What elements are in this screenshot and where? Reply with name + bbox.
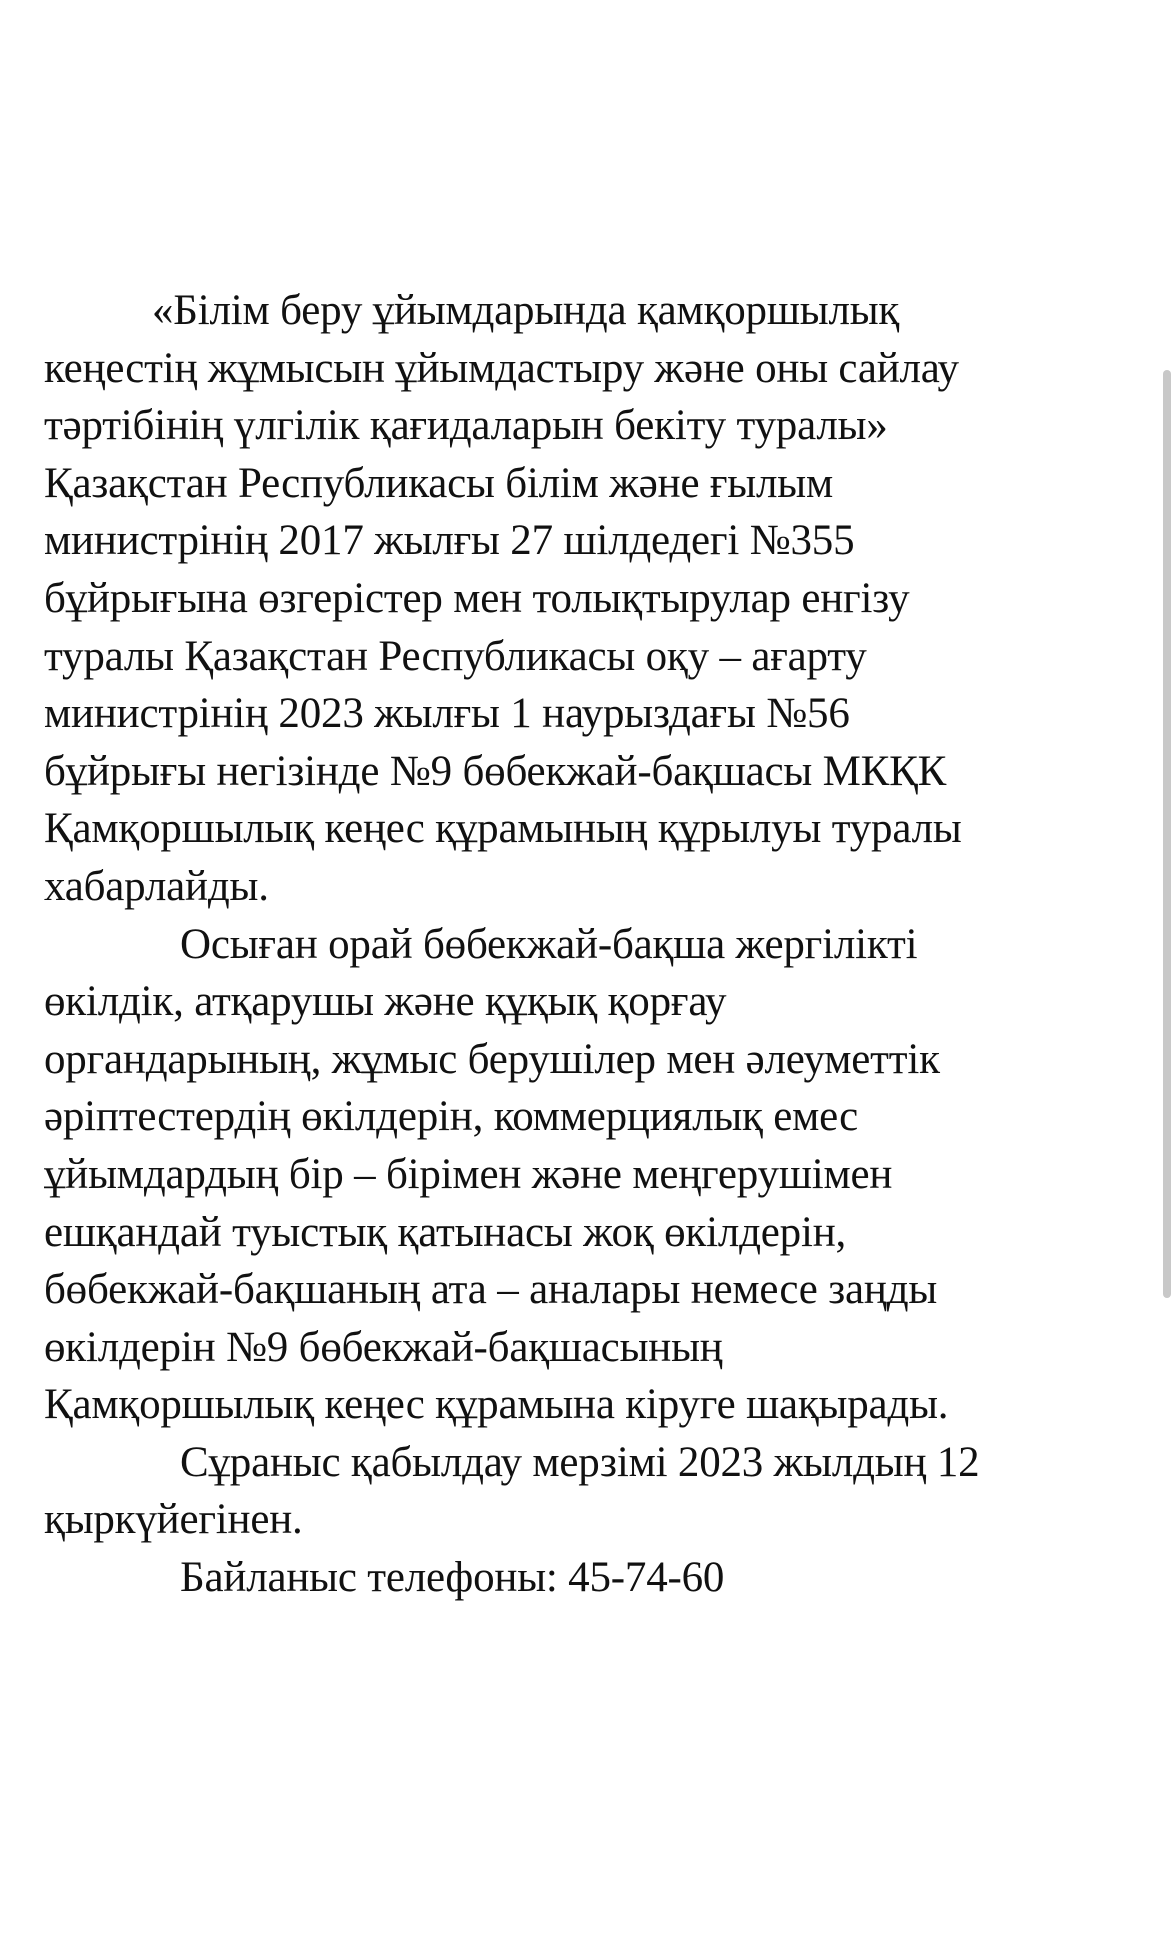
text-line: Қазақстан Республикасы білім және ғылым [44,459,833,507]
text-line: туралы Қазақстан Республикасы оқу – ағарту [44,632,867,680]
text-line: қыркүйегінен. [44,1496,303,1544]
contact-phone: Байланыс телефоны: 45-74-60 [180,1554,725,1602]
text-line: әріптестердің өкілдерін, коммерциялық емес [44,1093,859,1141]
paragraph-deadline [44,1434,1134,1549]
paragraph-contact [44,1549,1134,1607]
text-line: органдарының, жұмыс берушілер мен әлеуметтік [44,1035,940,1083]
text-line: өкілдік, атқарушы және құқық қорғау [44,978,727,1026]
text-line: ешқандай туыстық қатынасы жоқ өкілдерін, [44,1208,847,1256]
document-body [44,282,1134,1607]
text-line: бөбекжай-бақшаның ата – аналары немесе заңды [44,1266,938,1314]
text-line: өкілдерін №9 бөбекжай-бақшасының [44,1323,723,1371]
scrollbar[interactable] [1163,370,1171,1298]
text-line: «Білім беру ұйымдарында қамқоршылық [152,287,900,334]
text-line: Қамқоршылық кеңес құрамына кіруге шақырады. [44,1381,949,1429]
text-line: министрінің 2017 жылғы 27 шілдедегі №355 [44,517,855,565]
text-line: хабарлайды. [44,862,269,910]
text-line: тәртібінің үлгілік қағидаларын бекіту туралы» [44,402,888,450]
text-line: Сұраныс қабылдау мерзімі 2023 жылдың 12 [180,1438,980,1486]
text-line: кеңестің жұмысын ұйымдастыру және оны сайлау [44,344,959,392]
text-line: бұйрығы негізінде №9 бөбекжай-бақшасы МКҚК [44,747,947,795]
paragraph-invitation [44,916,1134,1434]
text-line: Осыған орай бөбекжай-бақша жергілікті [180,920,918,968]
text-line: бұйрығына өзгерістер мен толықтырулар енгізу [44,574,910,622]
text-line: ұйымдардың бір – бірімен және меңгерушімен [44,1150,893,1198]
paragraph-announcement [44,282,1134,916]
text-line: Қамқоршылық кеңес құрамының құрылуы туралы [44,805,962,853]
text-line: министрінің 2023 жылғы 1 наурыздағы №56 [44,690,850,738]
